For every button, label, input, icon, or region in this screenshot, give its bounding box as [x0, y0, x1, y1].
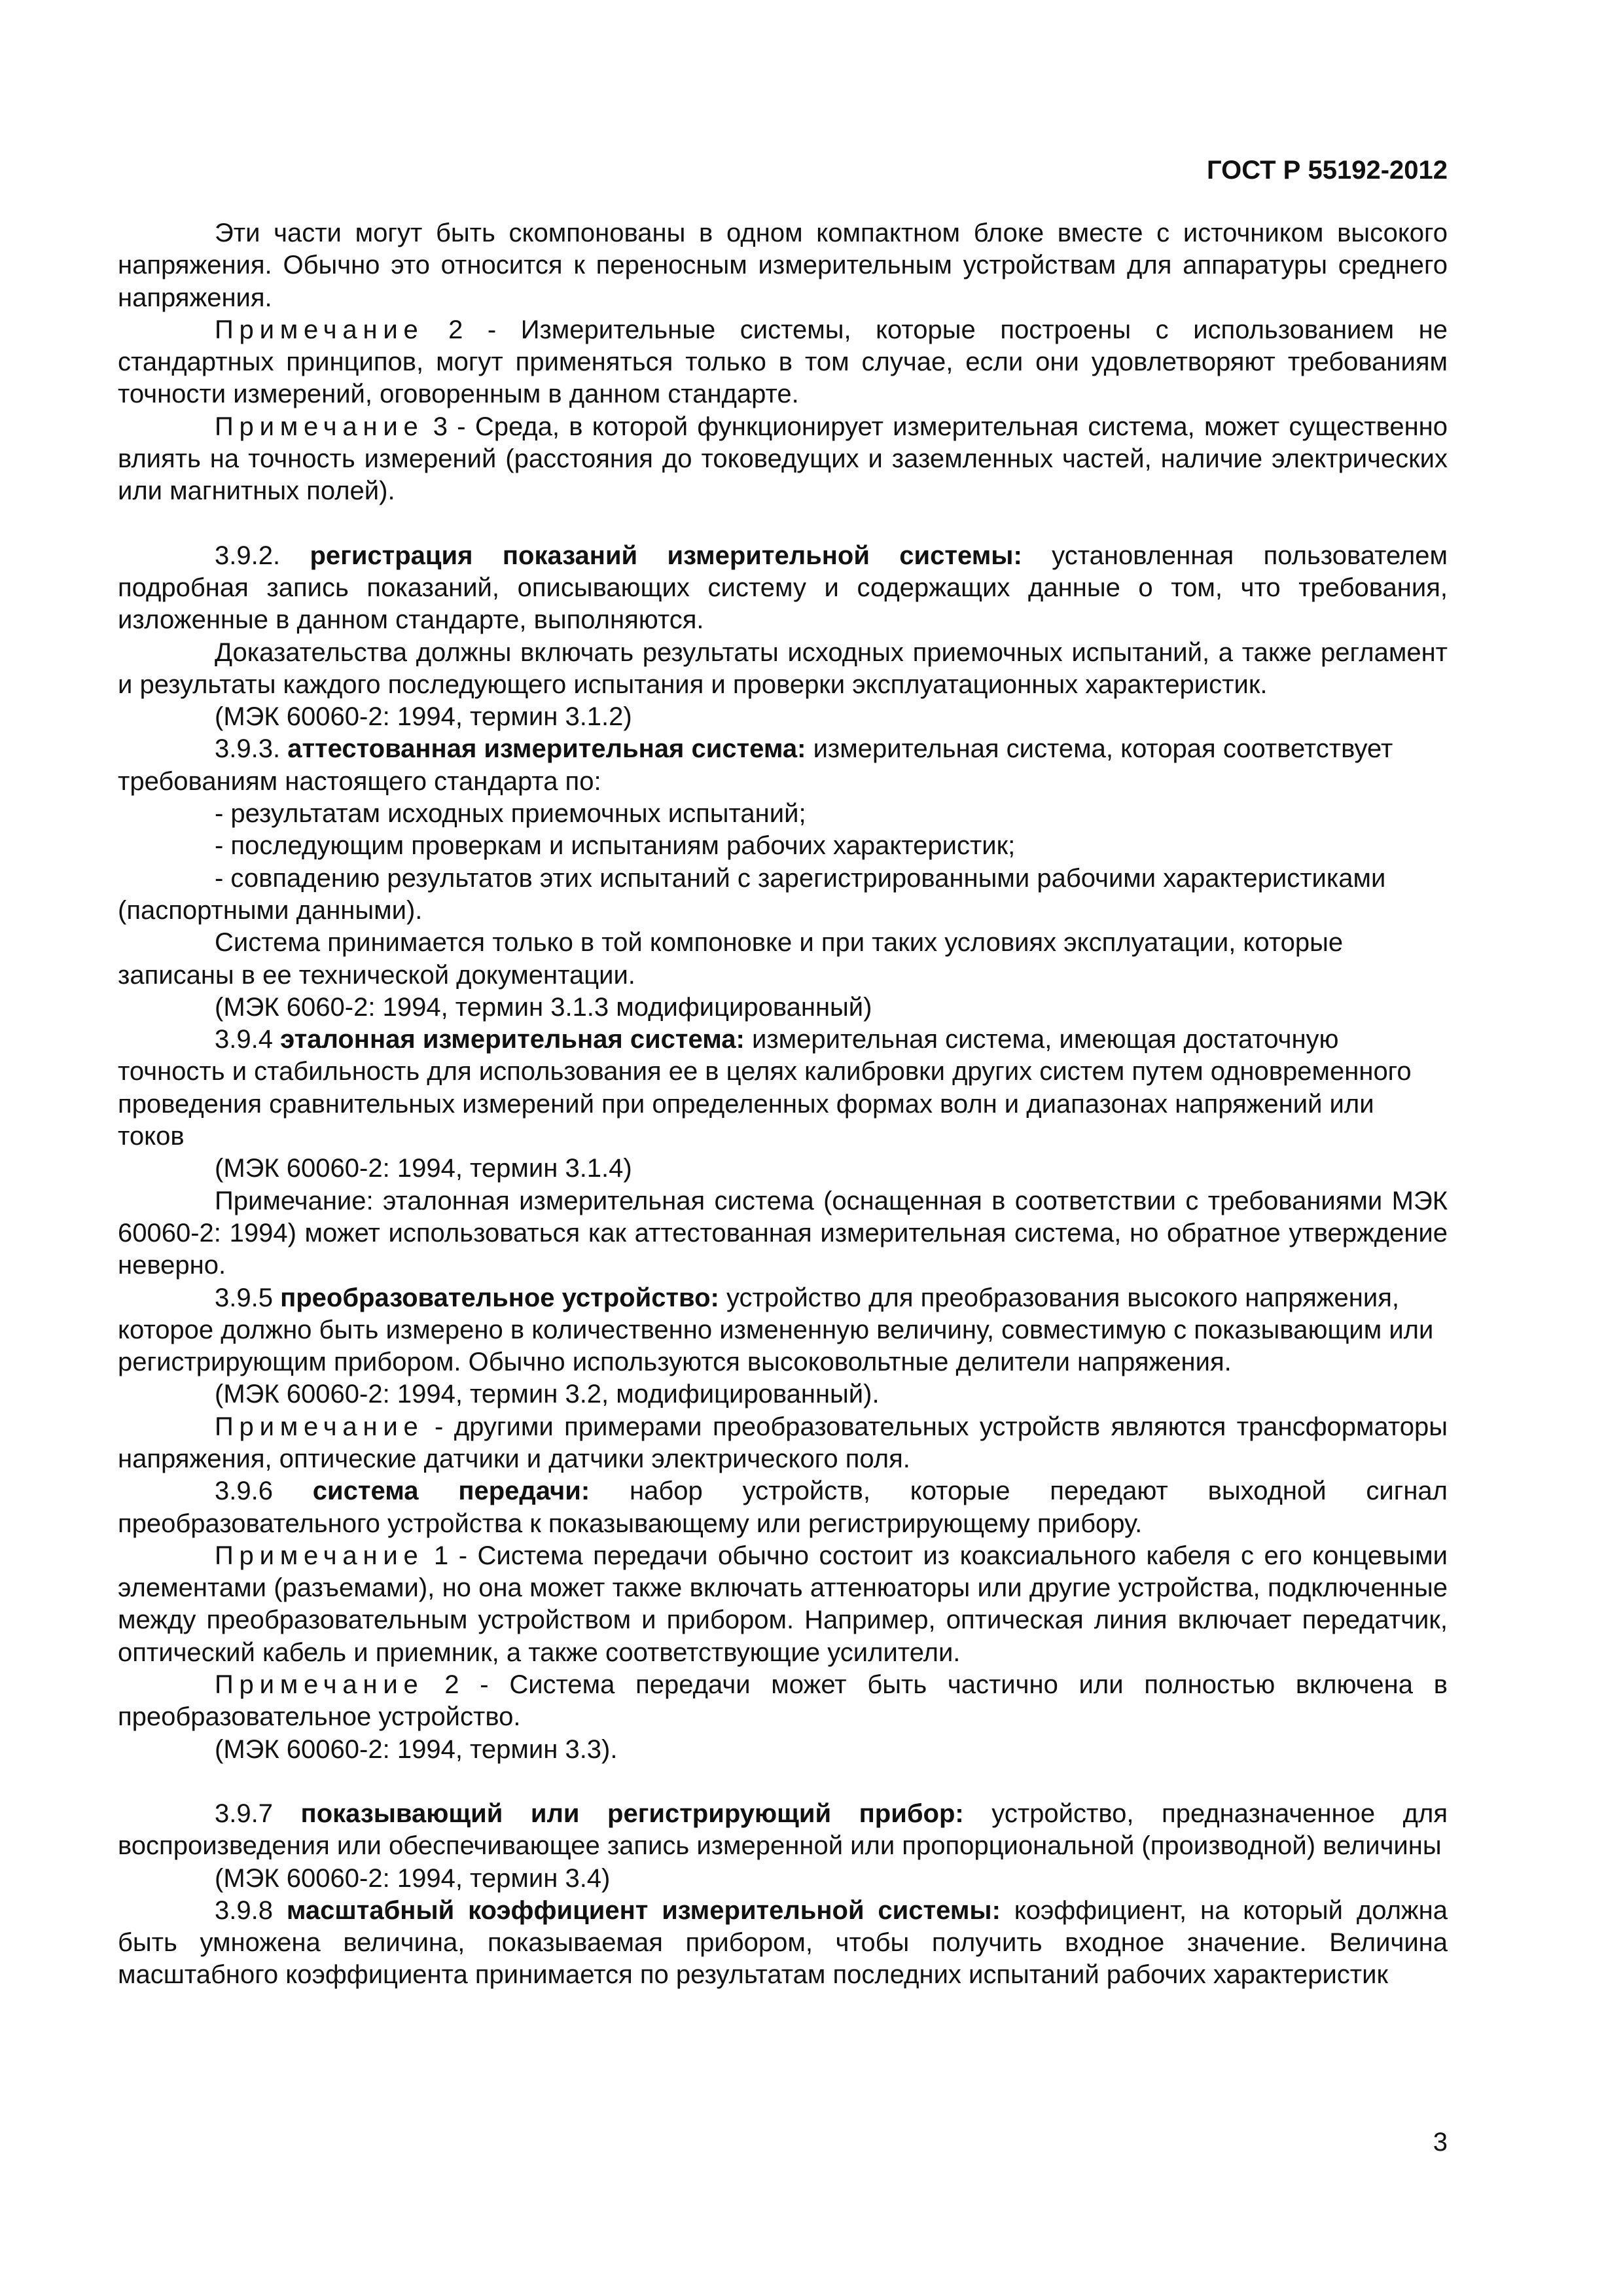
section-3-9-2: [118, 540, 1448, 637]
note-label: Примечание: [215, 1541, 424, 1570]
reference: [118, 1863, 1448, 1895]
reference-text: (МЭК 60060-2: 1994, термин 3.3).: [215, 1734, 618, 1764]
definition-text: измерительная система, имеющая достаточную точность и стабильность для использования ее в целях калибровки других систем путем одновременного проведения сравнительных измерений при определенных формах волн и диапазонах напряжений или токов: [118, 1025, 1412, 1151]
note-paragraph: [118, 314, 1448, 411]
list-item: [118, 798, 1448, 830]
definition-text: устройство, предназначенное для воспроизведения или обеспечивающее запись измеренной или пропорциональной (производной) величины: [118, 1799, 1448, 1861]
term: эталонная измерительная система:: [280, 1025, 745, 1054]
note-text: 2 - Система передачи может быть частично или полностью включена в преобразовательное устройство.: [118, 1670, 1448, 1732]
list-item: [118, 863, 1448, 927]
section-3-9-7: [118, 1798, 1448, 1863]
section-3-9-3: [118, 733, 1448, 798]
note-label: Примечание: [215, 315, 424, 344]
reference-text: (МЭК 60060-2: 1994, термин 3.1.2): [215, 702, 632, 732]
paragraph-text: Система принимается только в той компоновке и при таких условиях эксплуатации, которые записаны в ее технической документации.: [118, 928, 1344, 990]
note-text: Примечание: эталонная измерительная система (оснащенная в соответствии с требованиями МЭК 60060-2: 1994) может использоваться как аттестованная измерительная система, но обратное утверждение неверно.: [118, 1186, 1448, 1280]
section-number: 3.9.7: [215, 1799, 301, 1828]
note-label: Примечание: [215, 412, 424, 441]
definition-text: устройство для преобразования высокого напряжения, которое должно быть измерено в количественно измененную величину, совместимую с показывающим или регистрирующим прибором. Обычно используются высоковольтные делители напряжения.: [118, 1283, 1434, 1377]
section-3-9-4: [118, 1024, 1448, 1153]
note-text: 1 - Система передачи обычно состоит из коаксиального кабеля с его концевыми элементами (разъемами), но она может также включать аттенюаторы или другие устройства, подключенные между преобразовательным устройством и прибором. Например, оптическая линия включает передатчик, оптический кабель и приемник, а также соответствующие усилители.: [118, 1541, 1448, 1667]
paragraph-text: Доказательства должны включать результаты исходных приемочных испытаний, а также регламент и результаты каждого последующего испытания и проверки эксплуатационных характеристик.: [118, 637, 1448, 699]
section-3-9-6: [118, 1475, 1448, 1540]
definition-text: установленная пользователем подробная запись показаний, описывающих систему и содержащих данные о том, что требования, изложенные в данном стандарте, выполняются.: [118, 541, 1448, 635]
note-paragraph: [118, 1411, 1448, 1476]
list-item-text: - результатам исходных приемочных испытаний;: [215, 799, 806, 829]
section-3-9-8: [118, 1895, 1448, 1992]
definition-text: коэффициент, на который должна быть умножена величина, показываемая прибором, чтобы получить входное значение. Величина масштабного коэффициента принимается по результатам последних испытаний рабочих характеристик: [118, 1895, 1448, 1990]
section-number: 3.9.6: [215, 1477, 313, 1506]
note-text: 3 - Среда, в которой функционирует измерительная система, может существенно влиять на точность измерений (расстояния до токоведущих и заземленных частей, наличие электрических или магнитных полей).: [118, 412, 1448, 506]
paragraph: [118, 927, 1448, 992]
reference-text: (МЭК 6060-2: 1994, термин 3.1.3 модифицированный): [215, 992, 872, 1022]
reference: [118, 992, 1448, 1024]
term: аттестованная измерительная система:: [287, 734, 806, 764]
reference: [118, 1153, 1448, 1185]
section-number: 3.9.8: [215, 1895, 287, 1925]
note-paragraph: [118, 1540, 1448, 1669]
page-number: 3: [1433, 2128, 1448, 2157]
term: регистрация показаний измерительной системы:: [310, 541, 1022, 570]
note-paragraph: [118, 1669, 1448, 1734]
note-paragraph: [118, 411, 1448, 508]
term: масштабный коэффициент измерительной системы:: [286, 1895, 1001, 1925]
list-item: [118, 830, 1448, 862]
section-number: 3.9.2.: [215, 541, 310, 570]
list-item-text: - последующим проверкам и испытаниям рабочих характеристик;: [215, 831, 1016, 861]
reference: [118, 701, 1448, 733]
term: показывающий или регистрирующий прибор:: [300, 1799, 964, 1828]
section-number: 3.9.5: [215, 1283, 281, 1312]
reference: [118, 1378, 1448, 1410]
section-number: 3.9.3.: [215, 734, 288, 764]
definition-text: набор устройств, которые передают выходной сигнал преобразовательного устройства к показывающему или регистрирующему прибору.: [118, 1477, 1448, 1538]
reference-text: (МЭК 60060-2: 1994, термин 3.2, модифицированный).: [215, 1380, 880, 1409]
document-header: [118, 152, 1448, 188]
reference-text: (МЭК 60060-2: 1994, термин 3.1.4): [215, 1154, 632, 1183]
note-text: - другими примерами преобразовательных устройств являются трансформаторы напряжения, оптические датчики и датчики электрического поля.: [118, 1412, 1448, 1473]
paragraph: [118, 217, 1448, 314]
note-paragraph: [118, 1185, 1448, 1282]
note-text: 2 - Измерительные системы, которые построены с использованием не стандартных принципов, могут применяться только в том случае, если они удовлетворяют требованиям точности измерений, оговоренным в данном стандарте.: [118, 315, 1448, 409]
paragraph-text: Эти части могут быть скомпонованы в одном компактном блоке вместе с источником высокого напряжения. Обычно это относится к переносным измерительным устройствам для аппаратуры среднего напряжения.: [118, 219, 1448, 312]
section-number: 3.9.4: [215, 1025, 281, 1054]
paragraph: [118, 637, 1448, 702]
reference: [118, 1734, 1448, 1766]
document-code: ГОСТ Р 55192-2012: [1206, 156, 1448, 185]
definition-text: измерительная система, которая соответствует требованиям настоящего стандарта по:: [118, 734, 1393, 796]
note-label: Примечание: [215, 1670, 424, 1700]
term: система передачи:: [312, 1477, 590, 1506]
document-body: [118, 217, 1448, 1992]
section-3-9-5: [118, 1282, 1448, 1379]
reference-text: (МЭК 60060-2: 1994, термин 3.4): [215, 1863, 611, 1893]
term: преобразовательное устройство:: [280, 1283, 719, 1312]
note-label: Примечание: [215, 1412, 424, 1441]
list-item-text: - совпадению результатов этих испытаний с зарегистрированными рабочими характеристиками (паспортными данными).: [118, 863, 1386, 925]
